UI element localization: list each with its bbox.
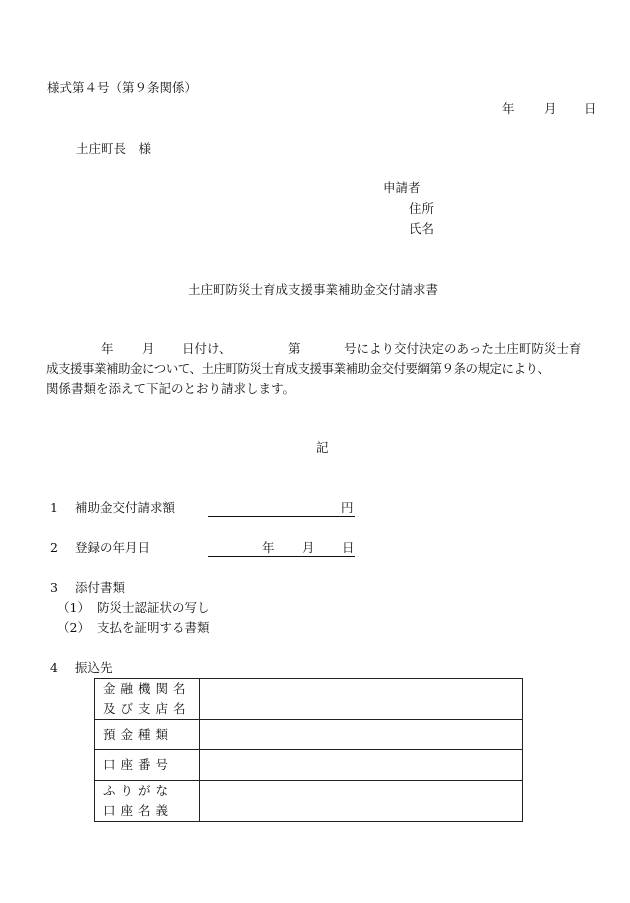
branch-name-label: 及び支店名 bbox=[103, 701, 191, 716]
body-year: 年 bbox=[101, 341, 114, 356]
bank-branch-label bbox=[95, 679, 200, 720]
registration-date-underline bbox=[208, 540, 355, 557]
ki-heading: 記 bbox=[316, 440, 329, 455]
attachment-2-text: 支払を証明する書類 bbox=[97, 620, 210, 635]
table-row bbox=[95, 720, 523, 750]
account-holder-text: 口座名義 bbox=[103, 803, 174, 818]
item-1-number: 1 bbox=[50, 500, 58, 515]
deposit-type-value[interactable] bbox=[200, 720, 523, 750]
bank-branch-value[interactable] bbox=[200, 679, 523, 720]
reg-year: 年 bbox=[262, 540, 275, 555]
document-title: 土庄町防災士育成支援事業補助金交付請求書 bbox=[188, 282, 439, 297]
applicant-name-label: 氏名 bbox=[409, 221, 435, 236]
item-1-label: 補助金交付請求額 bbox=[75, 500, 176, 515]
attachment-1-text: 防災士認証状の写し bbox=[97, 600, 210, 615]
reg-month: 月 bbox=[302, 540, 315, 555]
body-line3: 関係書類を添えて下記のとおり請求します。 bbox=[46, 381, 296, 396]
date-year: 年 bbox=[502, 101, 515, 116]
amount-field-underline bbox=[208, 500, 355, 517]
deposit-type-label bbox=[95, 720, 200, 750]
reg-day: 日 bbox=[342, 540, 355, 555]
deposit-type-text: 預金種類 bbox=[103, 726, 174, 742]
account-number-label bbox=[95, 750, 200, 781]
applicant-address-label: 住所 bbox=[409, 201, 435, 216]
table-row bbox=[95, 781, 523, 822]
table-row bbox=[95, 750, 523, 781]
item-3-label: 添付書類 bbox=[75, 580, 126, 595]
body-month: 月 bbox=[142, 341, 155, 356]
attachment-2-number: （2） bbox=[57, 620, 90, 635]
addressee: 土庄町長 様 bbox=[76, 141, 152, 156]
bank-name-label: 金融機関名 bbox=[103, 681, 191, 696]
bank-account-table bbox=[94, 678, 523, 822]
item-2-label: 登録の年月日 bbox=[75, 540, 151, 555]
body-line1-tail: 号により交付決定のあった土庄町防災士育 bbox=[344, 341, 582, 356]
yen-unit: 円 bbox=[341, 500, 354, 515]
account-holder-value[interactable] bbox=[200, 781, 523, 822]
body-line2: 成支援事業補助金について、土庄町防災士育成支援事業補助金交付要綱第９条の規定により、 bbox=[46, 361, 550, 376]
form-number: 様式第４号（第９条関係） bbox=[47, 80, 198, 95]
item-4-label: 振込先 bbox=[75, 660, 113, 675]
account-number-text: 口座番号 bbox=[103, 757, 174, 772]
furigana-label: ふりがな bbox=[103, 783, 174, 798]
applicant-label: 申請者 bbox=[383, 180, 421, 195]
item-2-number: 2 bbox=[50, 540, 58, 555]
body-dai: 第 bbox=[288, 341, 301, 356]
date-month: 月 bbox=[544, 101, 557, 116]
body-day-suffix: 日付け、 bbox=[182, 341, 232, 356]
item-4-number: 4 bbox=[50, 660, 58, 675]
account-holder-label bbox=[95, 781, 200, 822]
date-day: 日 bbox=[584, 101, 597, 116]
account-number-value[interactable] bbox=[200, 750, 523, 781]
table-row bbox=[95, 679, 523, 720]
attachment-1-number: （1） bbox=[57, 600, 90, 615]
item-3-number: 3 bbox=[50, 580, 58, 595]
